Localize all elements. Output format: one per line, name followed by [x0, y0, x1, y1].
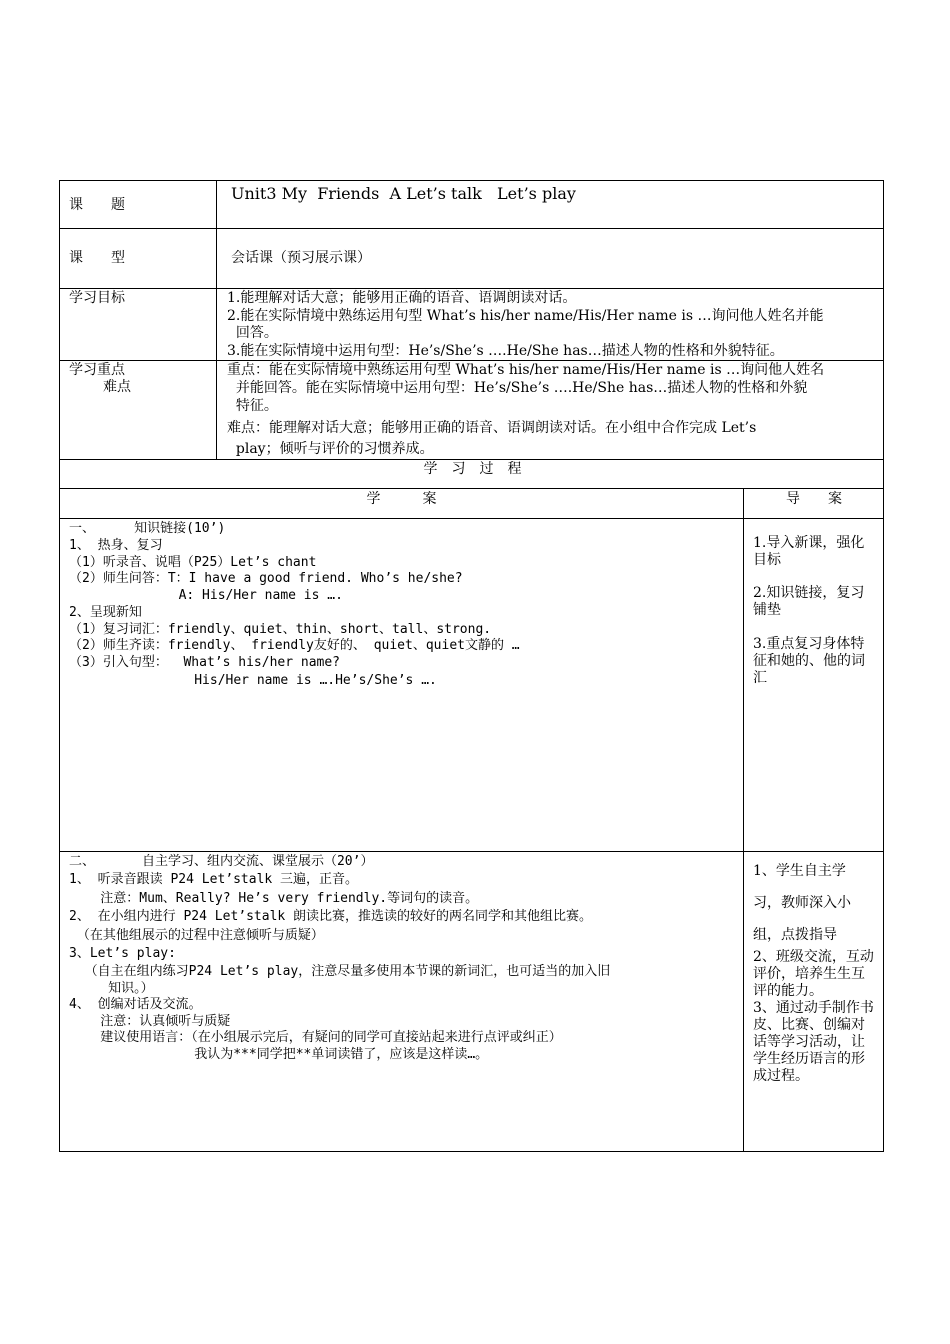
- topic-label: 课 题: [69, 197, 125, 213]
- section2-line: 注意：认真倾听与质疑: [69, 1014, 231, 1029]
- goal-line: 2.能在实际情境中熟练运用句型 What’s his/her name/His/Her name is …询问他人姓名并能: [227, 308, 824, 324]
- keypoint-line: 特征。: [227, 398, 278, 414]
- label-divider: [216, 181, 217, 459]
- rule-section1: [60, 851, 883, 852]
- section2-line: 知识。）: [69, 981, 154, 996]
- section2-line: 2、 在小组内进行 P24 Let’stalk 朗读比赛，推选读的较好的两名同学和其他组比赛。: [69, 909, 593, 924]
- rule-columns: [60, 518, 883, 519]
- study-column-header: 学 案: [366, 491, 437, 507]
- section1-guide-item: 2.知识链接，复习铺垫: [753, 585, 865, 618]
- rule-process: [60, 488, 883, 489]
- rule-type: [60, 288, 883, 289]
- section1-guide-item: 3.重点复习身体特征和她的、他的词汇: [753, 636, 865, 686]
- section2-guide-item: 组，点拨指导: [753, 927, 837, 943]
- type-label: 课 型: [69, 250, 125, 266]
- keypoint-line: 重点：能在实际情境中熟练运用句型 What’s his/her name/His/Her name is …询问他人姓名: [227, 362, 825, 378]
- guide-divider: [743, 488, 744, 1151]
- keypoint-line: play；倾听与评价的习惯养成。: [227, 441, 434, 457]
- rule-keypoints: [60, 459, 883, 460]
- section2-line: 1、 听录音跟读 P24 Let’stalk 三遍，正音。: [69, 872, 359, 887]
- section2-guide-item: 3、通过动手制作书皮、比赛、创编对话等学习活动，让学生经历语言的形成过程。: [753, 1000, 874, 1084]
- goal-line: 回答。: [227, 325, 278, 341]
- goal-line: 3.能在实际情境中运用句型：He’s/She’s ….He/She has…描述人物的性格和外貌特征。: [227, 343, 784, 359]
- section2-line: 注意：Mum、Really? He’s very friendly.等词句的读音。: [69, 891, 479, 906]
- section1-line: （2）师生问答：T：I have a good friend. Who’s he/she?: [69, 571, 463, 586]
- keypoint-line: 难点：能理解对话大意；能够用正确的语音、语调朗读对话。在小组中合作完成 Let’s: [227, 420, 757, 436]
- section2-guide-item: 习，教师深入小: [753, 895, 851, 911]
- goal-line: 1.能理解对话大意；能够用正确的语音、语调朗读对话。: [227, 290, 577, 306]
- section2-guide-item: 1、学生自主学: [753, 863, 846, 879]
- section1-line: His/Her name is ….He’s/She’s ….: [69, 673, 437, 688]
- section1-line: （1）听录音、说唱（P25）Let’s chant: [69, 555, 317, 570]
- section1-line: 1、 热身、复习: [69, 538, 163, 553]
- section2-line: 3、Let’s play:: [69, 946, 176, 961]
- section2-line: 我认为***同学把**单词读错了，应该是这样读…。: [69, 1047, 489, 1062]
- lesson-plan-table: [59, 180, 884, 1152]
- section2-heading: 二、 自主学习、组内交流、课堂展示（20’）: [69, 854, 374, 869]
- section2-line: 建议使用语言：（在小组展示完后，有疑问的同学可直接站起来进行点评或纠正）: [69, 1030, 562, 1045]
- section2-line: （自主在组内练习P24 Let’s play，注意尽量多使用本节课的新词汇，也可适当的加入旧: [69, 964, 611, 979]
- keypoint-line: 并能回答。能在实际情境中运用句型：He’s/She’s ….He/She has…描述人物的性格和外貌: [227, 380, 808, 396]
- process-title: 学 习 过 程: [423, 461, 522, 477]
- section1-line: 2、呈现新知: [69, 605, 142, 620]
- type-value: 会话课（预习展示课）: [231, 250, 371, 266]
- section1-guide-item: 1.导入新课，强化目标: [753, 535, 865, 568]
- section1-line: （1）复习词汇：friendly、quiet、thin、short、tall、strong.: [69, 622, 492, 637]
- section2-line: 4、 创编对话及交流。: [69, 997, 202, 1012]
- difficulty-label: 难点: [103, 379, 131, 395]
- rule-topic: [60, 228, 883, 229]
- section1-line: （3）引入句型： What’s his/her name?: [69, 655, 341, 670]
- keypoints-label: 学习重点: [69, 362, 125, 378]
- goals-label: 学习目标: [69, 290, 125, 306]
- section1-line: （2）师生齐读：friendly、 friendly友好的、 quiet、quiet文静的 …: [69, 638, 520, 653]
- section1-line: A: His/Her name is ….: [69, 588, 343, 603]
- topic-value: Unit3 My Friends A Let’s talk Let’s play: [231, 184, 576, 203]
- rule-goals: [60, 360, 883, 361]
- section2-guide-item: 2、班级交流，互动评价，培养生生互评的能力。: [753, 949, 874, 999]
- section2-line: （在其他组展示的过程中注意倾听与质疑）: [69, 928, 324, 943]
- section1-heading: 一、 知识链接(10’): [69, 521, 226, 536]
- guide-column-header: 导 案: [786, 491, 842, 507]
